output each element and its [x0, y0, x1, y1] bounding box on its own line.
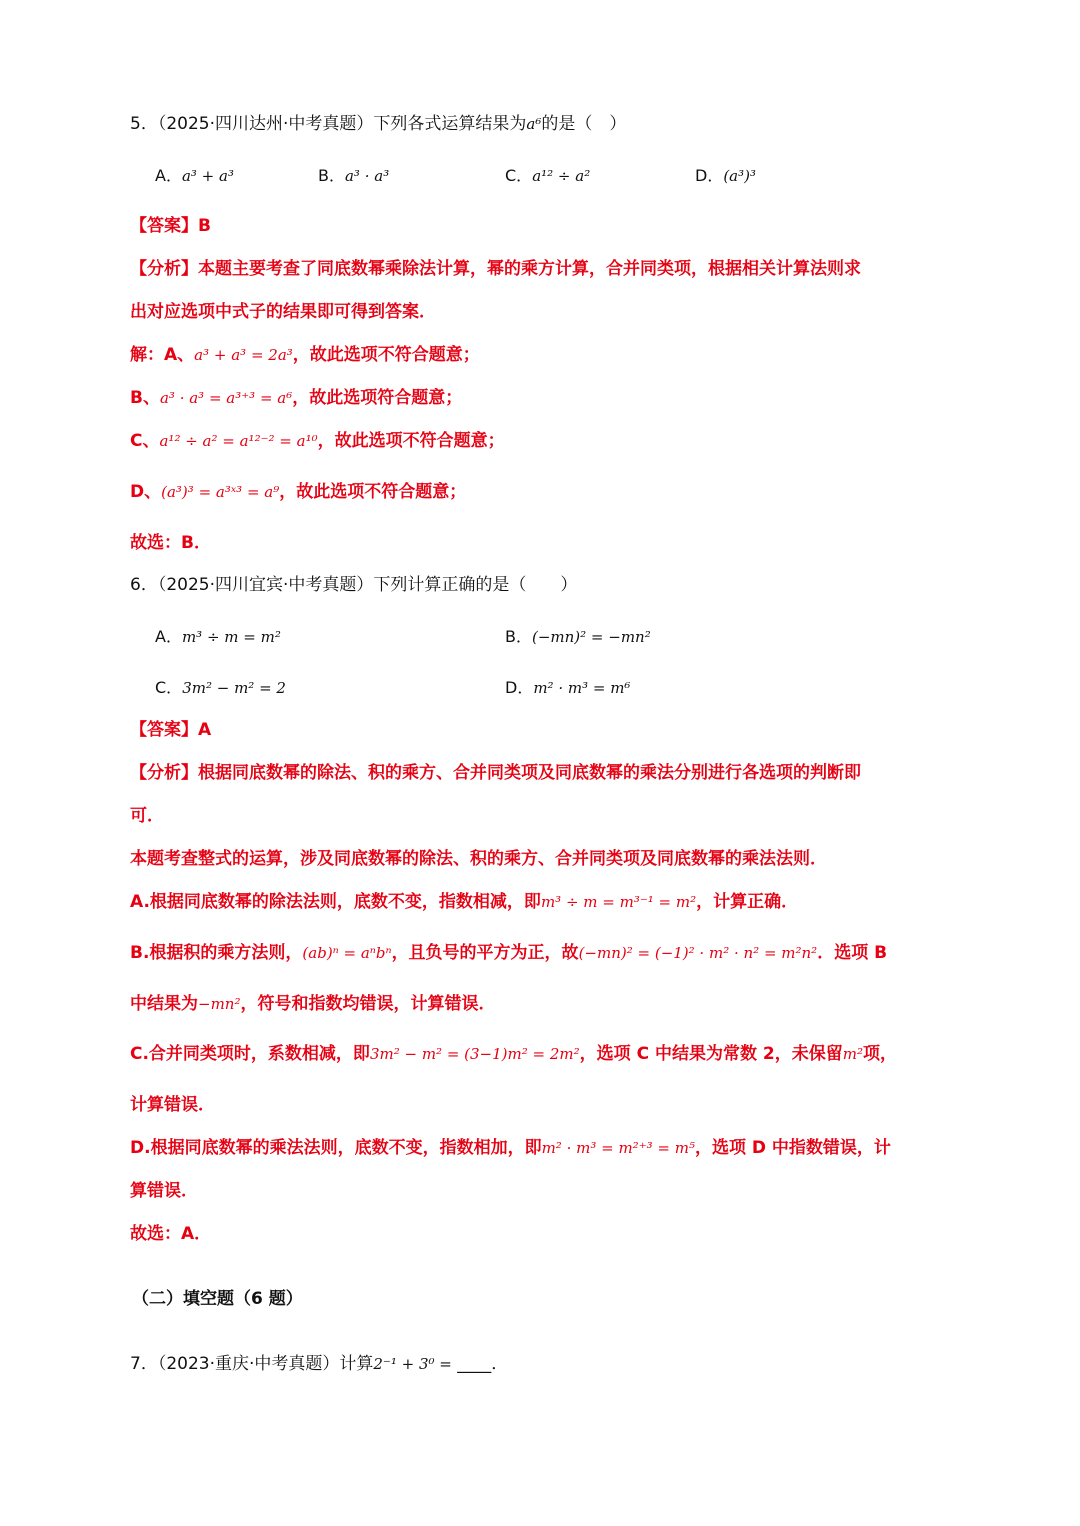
q5-option-c: C．a¹² ÷ a² [505, 166, 591, 185]
q6-analysis-line2: 可． [130, 806, 164, 826]
q6-option-a: A．m³ ÷ m = m² [155, 627, 281, 646]
q6-explain-b-line1: B.根据积的乘方法则，(ab)ⁿ = aⁿbⁿ，且负号的平方为正，故(−mn)² = (−1)² · m² · n² = m²n²．选项 B [130, 943, 888, 963]
q6-explain-c-line1: C.合并同类项时，系数相减，即3m² − m² = (3−1)m² = 2m²，选项 C 中结果为常数 2，未保留m²项， [130, 1044, 897, 1064]
q6-explain-d-line1: D.根据同底数幂的乘法法则，底数不变，指数相加，即m² · m³ = m²⁺³ = m⁵，选项 D 中指数错误，计 [130, 1138, 891, 1158]
q5-solution-d: D、(a³)³ = a³ˣ³ = a⁹，故此选项不符合题意； [130, 482, 467, 502]
q6-explain-d-line2: 算错误． [130, 1181, 198, 1201]
q6-option-c: C．3m² − m² = 2 [155, 678, 286, 697]
section-heading-fill-blank: （二）填空题（6 题） [132, 1289, 303, 1309]
q6-option-b: B．(−mn)² = −mn² [505, 627, 651, 646]
q5-solution-a: 解：A、a³ + a³ = 2a³，故此选项不符合题意； [130, 345, 480, 365]
q5-choose: 故选：B． [130, 533, 211, 553]
q6-explain-a: A.根据同底数幂的除法法则，底数不变，指数相减，即m³ ÷ m = m³⁻¹ = m²，计算正确． [130, 892, 799, 912]
q6-explain-b-line2: 中结果为−mn²，符号和指数均错误，计算错误． [130, 994, 496, 1014]
q5-option-b: B．a³ · a³ [318, 166, 390, 185]
q5-stem: 5．（2025·四川达州·中考真题）下列各式运算结果为a⁶的是（ ） [130, 114, 627, 134]
q6-option-d: D．m² · m³ = m⁶ [505, 678, 631, 697]
q5-option-a: A．a³ + a³ [155, 166, 234, 185]
q5-solution-c: C、a¹² ÷ a² = a¹²⁻² = a¹⁰，故此选项不符合题意； [130, 431, 505, 451]
q6-analysis-line3: 本题考查整式的运算，涉及同底数幂的除法、积的乘方、合并同类项及同底数幂的乘法法则． [130, 849, 827, 869]
q6-analysis-line1: 【分析】根据同底数幂的除法、积的乘方、合并同类项及同底数幂的乘法分别进行各选项的判断即 [130, 763, 861, 783]
q6-answer: 【答案】A [130, 720, 212, 740]
q6-explain-c-line2: 计算错误． [130, 1095, 215, 1115]
q5-analysis-line1: 【分析】本题主要考查了同底数幂乘除法计算，幂的乘方计算，合并同类项，根据相关计算法则求 [130, 259, 861, 279]
q7-answer-blank[interactable]: ____． [457, 1354, 509, 1374]
q5-solution-b: B、a³ · a³ = a³⁺³ = a⁶，故此选项符合题意； [130, 388, 463, 408]
q7-stem: 7．（2023·重庆·中考真题）计算2⁻¹ + 3⁰ = ____． [130, 1354, 509, 1374]
q5-option-d: D．(a³)³ [695, 166, 757, 185]
q5-answer: 【答案】B [130, 216, 211, 236]
q6-choose: 故选：A． [130, 1224, 212, 1244]
q6-stem: 6．（2025·四川宜宾·中考真题）下列计算正确的是（ ） [130, 575, 578, 595]
q5-analysis-line2: 出对应选项中式子的结果即可得到答案． [130, 302, 436, 322]
